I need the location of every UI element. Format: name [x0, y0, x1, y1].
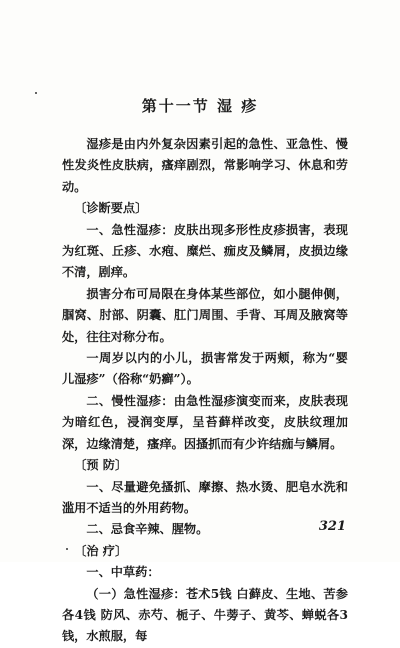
page-number: 321 — [318, 519, 346, 534]
herbal-medicine-heading: 一、中草药： — [86, 565, 160, 580]
distribution-paragraph: 损害分布可局限在身体某些部位，如小腿伸侧，腘窝、肘部、阴囊、肛门周围、手背、耳周及腋窝等处，往往对称分布。 — [62, 286, 348, 344]
infant-eczema-paragraph: 一周岁以内的小儿，损害常发于两颊，称为“婴儿湿疹”（俗称“奶癣”）。 — [62, 351, 348, 387]
acute-eczema-prescription: （一）急性湿疹：苍术5钱 白藓皮、生地、苦参各4钱 防风、赤芍、栀子、牛蒡子、黄芩、蝉蜕各3钱，水煎服，每 — [62, 586, 348, 644]
prevention-item-1: 一、尽量避免搔抓、摩擦、热水烫、肥皂水洗和滥用不适当的外用药物。 — [62, 479, 348, 515]
chronic-eczema-paragraph: 二、慢性湿疹：由急性湿疹演变而来，皮肤表现为暗红色，浸润变厚，呈苔藓样改变，皮肤纹理加深，边缘清楚，瘙痒。因搔抓而有少许结痂与鳞屑。 — [62, 393, 348, 451]
acute-eczema-paragraph: 一、急性湿疹：皮肤出现多形性皮疹损害，表现为红斑、丘疹、水疱、糜烂、痂皮及鳞屑，皮损边缘不清，剧痒。 — [62, 222, 348, 280]
scan-speck — [35, 92, 37, 94]
body-text — [62, 134, 348, 648]
prevention-heading: 〔预 防〕 — [74, 458, 128, 473]
prevention-item-2: 二、忌食辛辣、腥物。 — [86, 522, 209, 537]
intro-paragraph: 湿疹是由内外复杂因素引起的急性、亚急性、慢性发炎性皮肤病，瘙痒剧烈，常影响学习、休息和劳动。 — [62, 137, 348, 194]
section-title: 第十一节 湿 疹 — [141, 97, 259, 115]
treatment-heading: 〔治 疗〕 — [74, 543, 128, 558]
diagnosis-heading: 〔诊断要点〕 — [74, 201, 148, 216]
